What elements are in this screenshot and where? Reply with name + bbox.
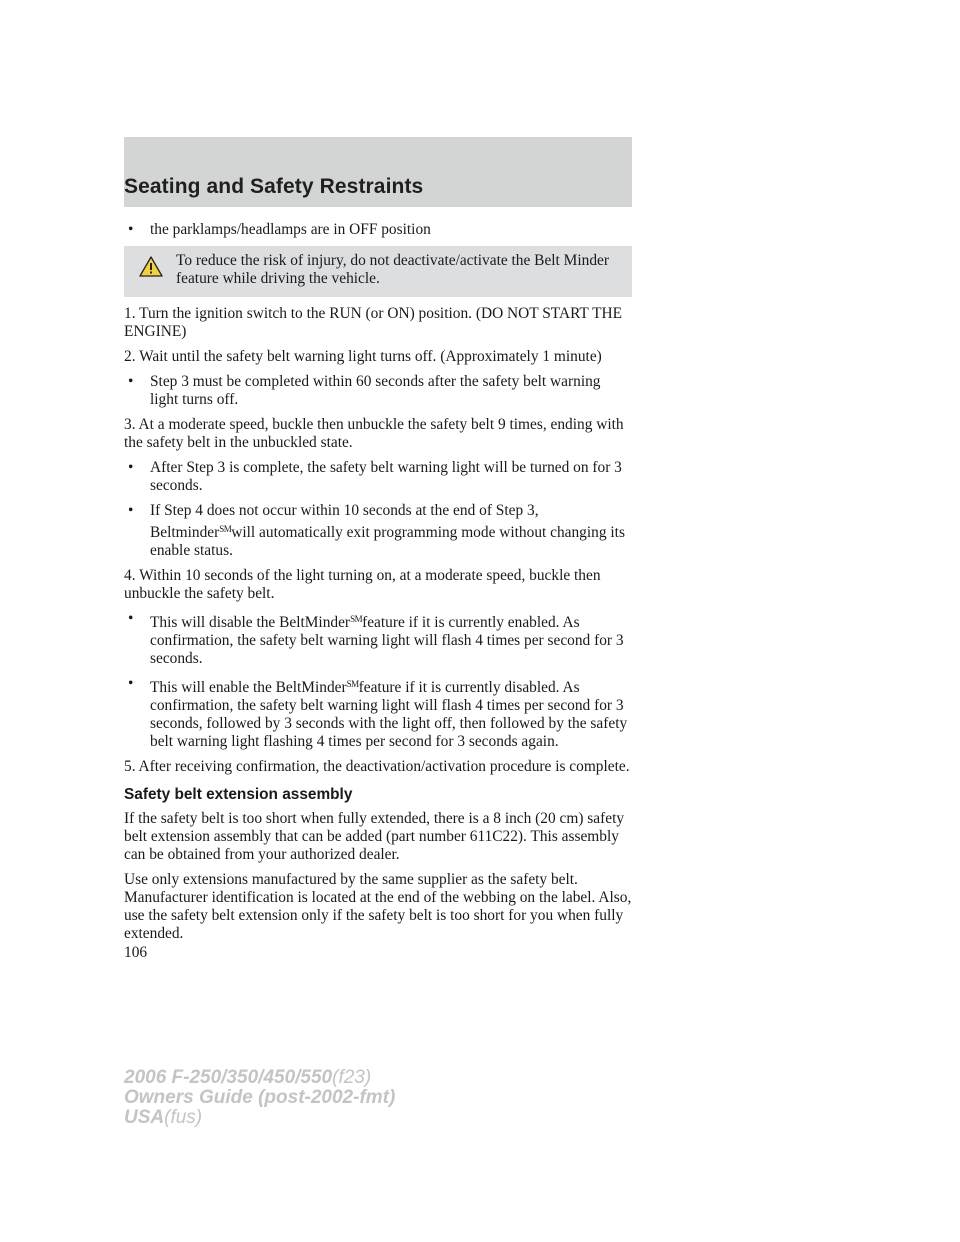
list-item-text-part2: feature if it is currently disabled. As confirmation, the safety belt warning light will flash 4 times per second for 3 seconds, followed by 3 seconds with the light off, then followed by the safety belt warning light flashing 4 times per second for 3 seconds again. (150, 679, 628, 750)
section-title: Seating and Safety Restraints (124, 175, 424, 198)
page-number: 106 (124, 944, 148, 961)
list-item-text-part1: If Step 4 does not occur within 10 seconds at the end of Step 3, Beltminder (150, 502, 539, 541)
bullet-dot: • (128, 221, 134, 238)
step-5: 5. After receiving confirmation, the deactivation/activation procedure is complete. (124, 758, 630, 775)
warning-box (124, 246, 632, 297)
list-item (124, 459, 632, 495)
footer-line-2 (124, 1088, 395, 1108)
list-item-text-part2: will automatically exit programming mode without changing its enable status. (150, 524, 625, 559)
document-footer (124, 1068, 395, 1128)
bullet-dot: • (128, 373, 134, 390)
footer-guide: Owners Guide (post-2002-fmt) (124, 1087, 396, 1108)
list-item-text: Step 3 must be completed within 60 seconds after the safety belt warning light turns off. (150, 373, 601, 408)
footer-market: USA (124, 1107, 165, 1128)
list-item-text-part2: feature if it is currently enabled. As confirmation, the safety belt warning light will flash 4 times per second for 3 seconds. (150, 614, 624, 667)
trademark-mark: SM (350, 614, 363, 624)
footer-market-code: (fus) (164, 1107, 203, 1128)
list-item-text: the parklamps/headlamps are in OFF position (150, 221, 431, 238)
list-item-text-part1: This will enable the BeltMinder (150, 679, 347, 696)
list-item-text: After Step 3 is complete, the safety belt warning light will be turned on for 3 seconds. (150, 459, 622, 494)
step-4: 4. Within 10 seconds of the light turning on, at a moderate speed, buckle then unbuckle the safety belt. (124, 567, 601, 602)
trademark-mark: SM (219, 524, 232, 534)
list-item (124, 675, 632, 751)
page-content (124, 221, 632, 950)
extension-paragraph-2: Use only extensions manufactured by the same supplier as the safety belt. Manufacturer identification is located at the end of the webbing on the label. Also, use the safety belt extension only if the safety belt is too short for you when fully extended. (124, 871, 632, 942)
step-3: 3. At a moderate speed, buckle then unbuckle the safety belt 9 times, ending with the safety belt in the unbuckled state. (124, 416, 624, 451)
trademark-mark: SM (346, 679, 359, 689)
list-item (124, 502, 632, 560)
bullet-dot: • (128, 675, 134, 692)
footer-model-code: (f23) (332, 1067, 372, 1088)
warning-triangle-icon (139, 256, 163, 282)
list-item-text-part1: This will disable the BeltMinder (150, 614, 351, 631)
bullet-dot: • (128, 610, 134, 627)
step-1: 1. Turn the ignition switch to the RUN (or ON) position. (DO NOT START THE ENGINE) (124, 305, 623, 340)
warning-text: To reduce the risk of injury, do not deactivate/activate the Belt Minder feature while driving the vehicle. (176, 252, 609, 287)
bullet-dot: • (128, 459, 134, 476)
list-item (124, 610, 632, 668)
subsection-heading: Safety belt extension assembly (124, 786, 353, 803)
footer-model: 2006 F-250/350/450/550 (124, 1067, 333, 1088)
footer-line-1 (124, 1068, 395, 1088)
extension-paragraph-1: If the safety belt is too short when fully extended, there is a 8 inch (20 cm) safety belt extension assembly that can be added (part number 611C22). This assembly can be obtained from your authorized dealer. (124, 810, 625, 863)
list-item (124, 373, 632, 409)
bullet-dot: • (128, 502, 134, 519)
footer-line-3 (124, 1108, 395, 1128)
list-item (124, 221, 632, 239)
step-2: 2. Wait until the safety belt warning light turns off. (Approximately 1 minute) (124, 348, 602, 365)
